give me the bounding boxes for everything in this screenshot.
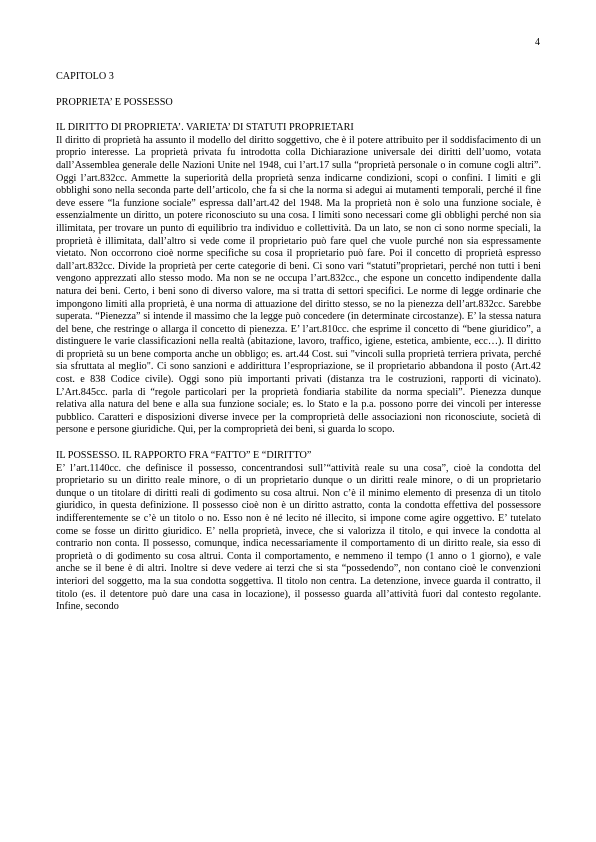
spacer (56, 84, 541, 97)
chapter-title: PROPRIETA’ E POSSESSO (56, 96, 173, 108)
section-heading-proprieta: IL DIRITTO DI PROPRIETA’. VARIETA’ DI STATUTI PROPRIETARI (56, 122, 354, 134)
chapter-label: CAPITOLO 3 (56, 71, 114, 82)
spacer (56, 109, 541, 122)
section-body-possesso: E’ l’art.1140cc. che definisce il possesso, concentrandosi sull’“attività reale su una cosa”, cioè la condotta del proprietario su un diritto reale minore, o di un proprietario dunque o un diritti reale minore, o di un proprietario dunque o un titolare di diritti reali di godimento su cosa altrui. Non c’è il minimo elemento di presenza di un titolo giuridico, in questa definizione. Il possesso cioè non è un diritto astratto, conta la condotta effettiva del possessore indifferentemente se c’è un titolo o no. Esso non è né lecito né illecito, si impone come agire oggettivo. E’ tutelato come se fosse un diritto giuridico. E’ nella proprietà, invece, che si valorizza il titolo, e qui invece la condotta al contrario non conta. Il possesso, comunque, indica necessariamente il comportamento di un diritto reale, sia esso di proprietà o di godimento su cosa altrui. Conta il comportamento, e nemmeno il tempo (1 anno o 1 giorno), e vale anche se il bene è di altri. Inoltre si deve vedere ai terzi che si sta “possedendo”, non contano cioè le convenzioni interiori del soggetto, ma la sua condotta soggettiva. Il titolo non centra. La detenzione, invece guarda il contratto, il titolo (es. il detentore può dare una casa in locazione), il possesso guarda all’attività fuori dal contesto regolante. Infine, secondo (56, 462, 541, 613)
spacer (56, 437, 541, 450)
document-body (56, 71, 541, 614)
section-body-proprieta: Il diritto di proprietà ha assunto il modello del diritto soggettivo, che è il potere attribuito per il soddisfacimento di un proprio interesse. La proprietà privata fu introdotta colla Dichiarazione universale dei diritti dell’uomo, votata dall’Assemblea generale delle Nazioni Unite nel 1948, cui l’art.17 sulla “proprietà personale o in comune cogli altri”. Oggi l’art.832cc. Ammette la superiorità della proprietà senza indicarne condizioni, scopi o confini. I limiti e gli obblighi sono nella seconda parte dell’articolo, che fa si che la norma si adegui ai mutamenti temporali, perché il fine deve essere “la funzione sociale” espressa dall’art.42 del 1948. Ma la proprietà non è solo una funzione sociale, è essenzialmente un diritto, un potere riconosciuto su una cosa. I limiti sono necessari come gli obblighi perché non sia illimitata, per trovare un punto di equilibrio tra individuo e collettività. Da un lato, se non ci sono norme speciali, la proprietà è illimitata, dall’altro si vede come il proprietario può fare quel che vuole purché non sia espressamente vietato. Non occorrono cioè norme specifiche su cosa il proprietario può fare. Poi il concetto di proprietà espresso dall’art.832cc. Divide la proprietà per certe categorie di beni. Ci sono vari “statuti”proprietari, perché non tutti i beni vengono apprezzati allo stesso modo. Ma non se ne occupa l’art.832cc., che espone un concetto indipendente dalla natura dei beni. Certo, i beni sono di diverso valore, ma si tratta di settori specifici. Le norme di legge ordinarie che impongono limiti alla proprietà, è una norma di attuazione del diritto stesso, se no la pienezza dell’art.832cc. Sarebbe superata. “Pienezza” si intende il massimo che la legge può concedere (in determinate circostanze). E’ la stessa natura del bene, che restringe o allarga il concetto di pienezza. E’ l’art.810cc. che esprime il concetto di “bene giuridico”, a distinguere le varie classificazioni nella realtà (abitazione, lavoro, traffico, igiene, estetica, ambiente, ecc…). Il diritto di proprietà su un bene comporta anche un obbligo; es. art.44 Cost. sui "vincoli sulla proprietà terriera privata, perché sia sfruttata al meglio". Ci sono sanzioni e addirittura l’espropriazione, se il proprietario abbandona il posto (Art.42 cost. e 838 Codice civile). Oggi sono più importanti privati (distanza tra le costruzioni, rapporti di vicinato). L’Art.845cc. parla di “regole particolari per la proprietà fondiaria stabilite da norma speciali”. Pienezza dunque relativa alla natura del bene e alla sua funzione sociale; es. lo Stato e la p.a. possono porre dei vincoli per interesse pubblico. Caratteri e disposizioni diverse invece per la comproprietà delle associazioni non riconosciute, società di persone e persone giuridiche. Qui, per la comproprietà dei beni, si guarda lo scopo. (56, 134, 541, 436)
page-number: 4 (535, 37, 540, 48)
section-heading-possesso: IL POSSESSO. IL RAPPORTO FRA “FATTO” E “DIRITTO” (56, 450, 312, 462)
